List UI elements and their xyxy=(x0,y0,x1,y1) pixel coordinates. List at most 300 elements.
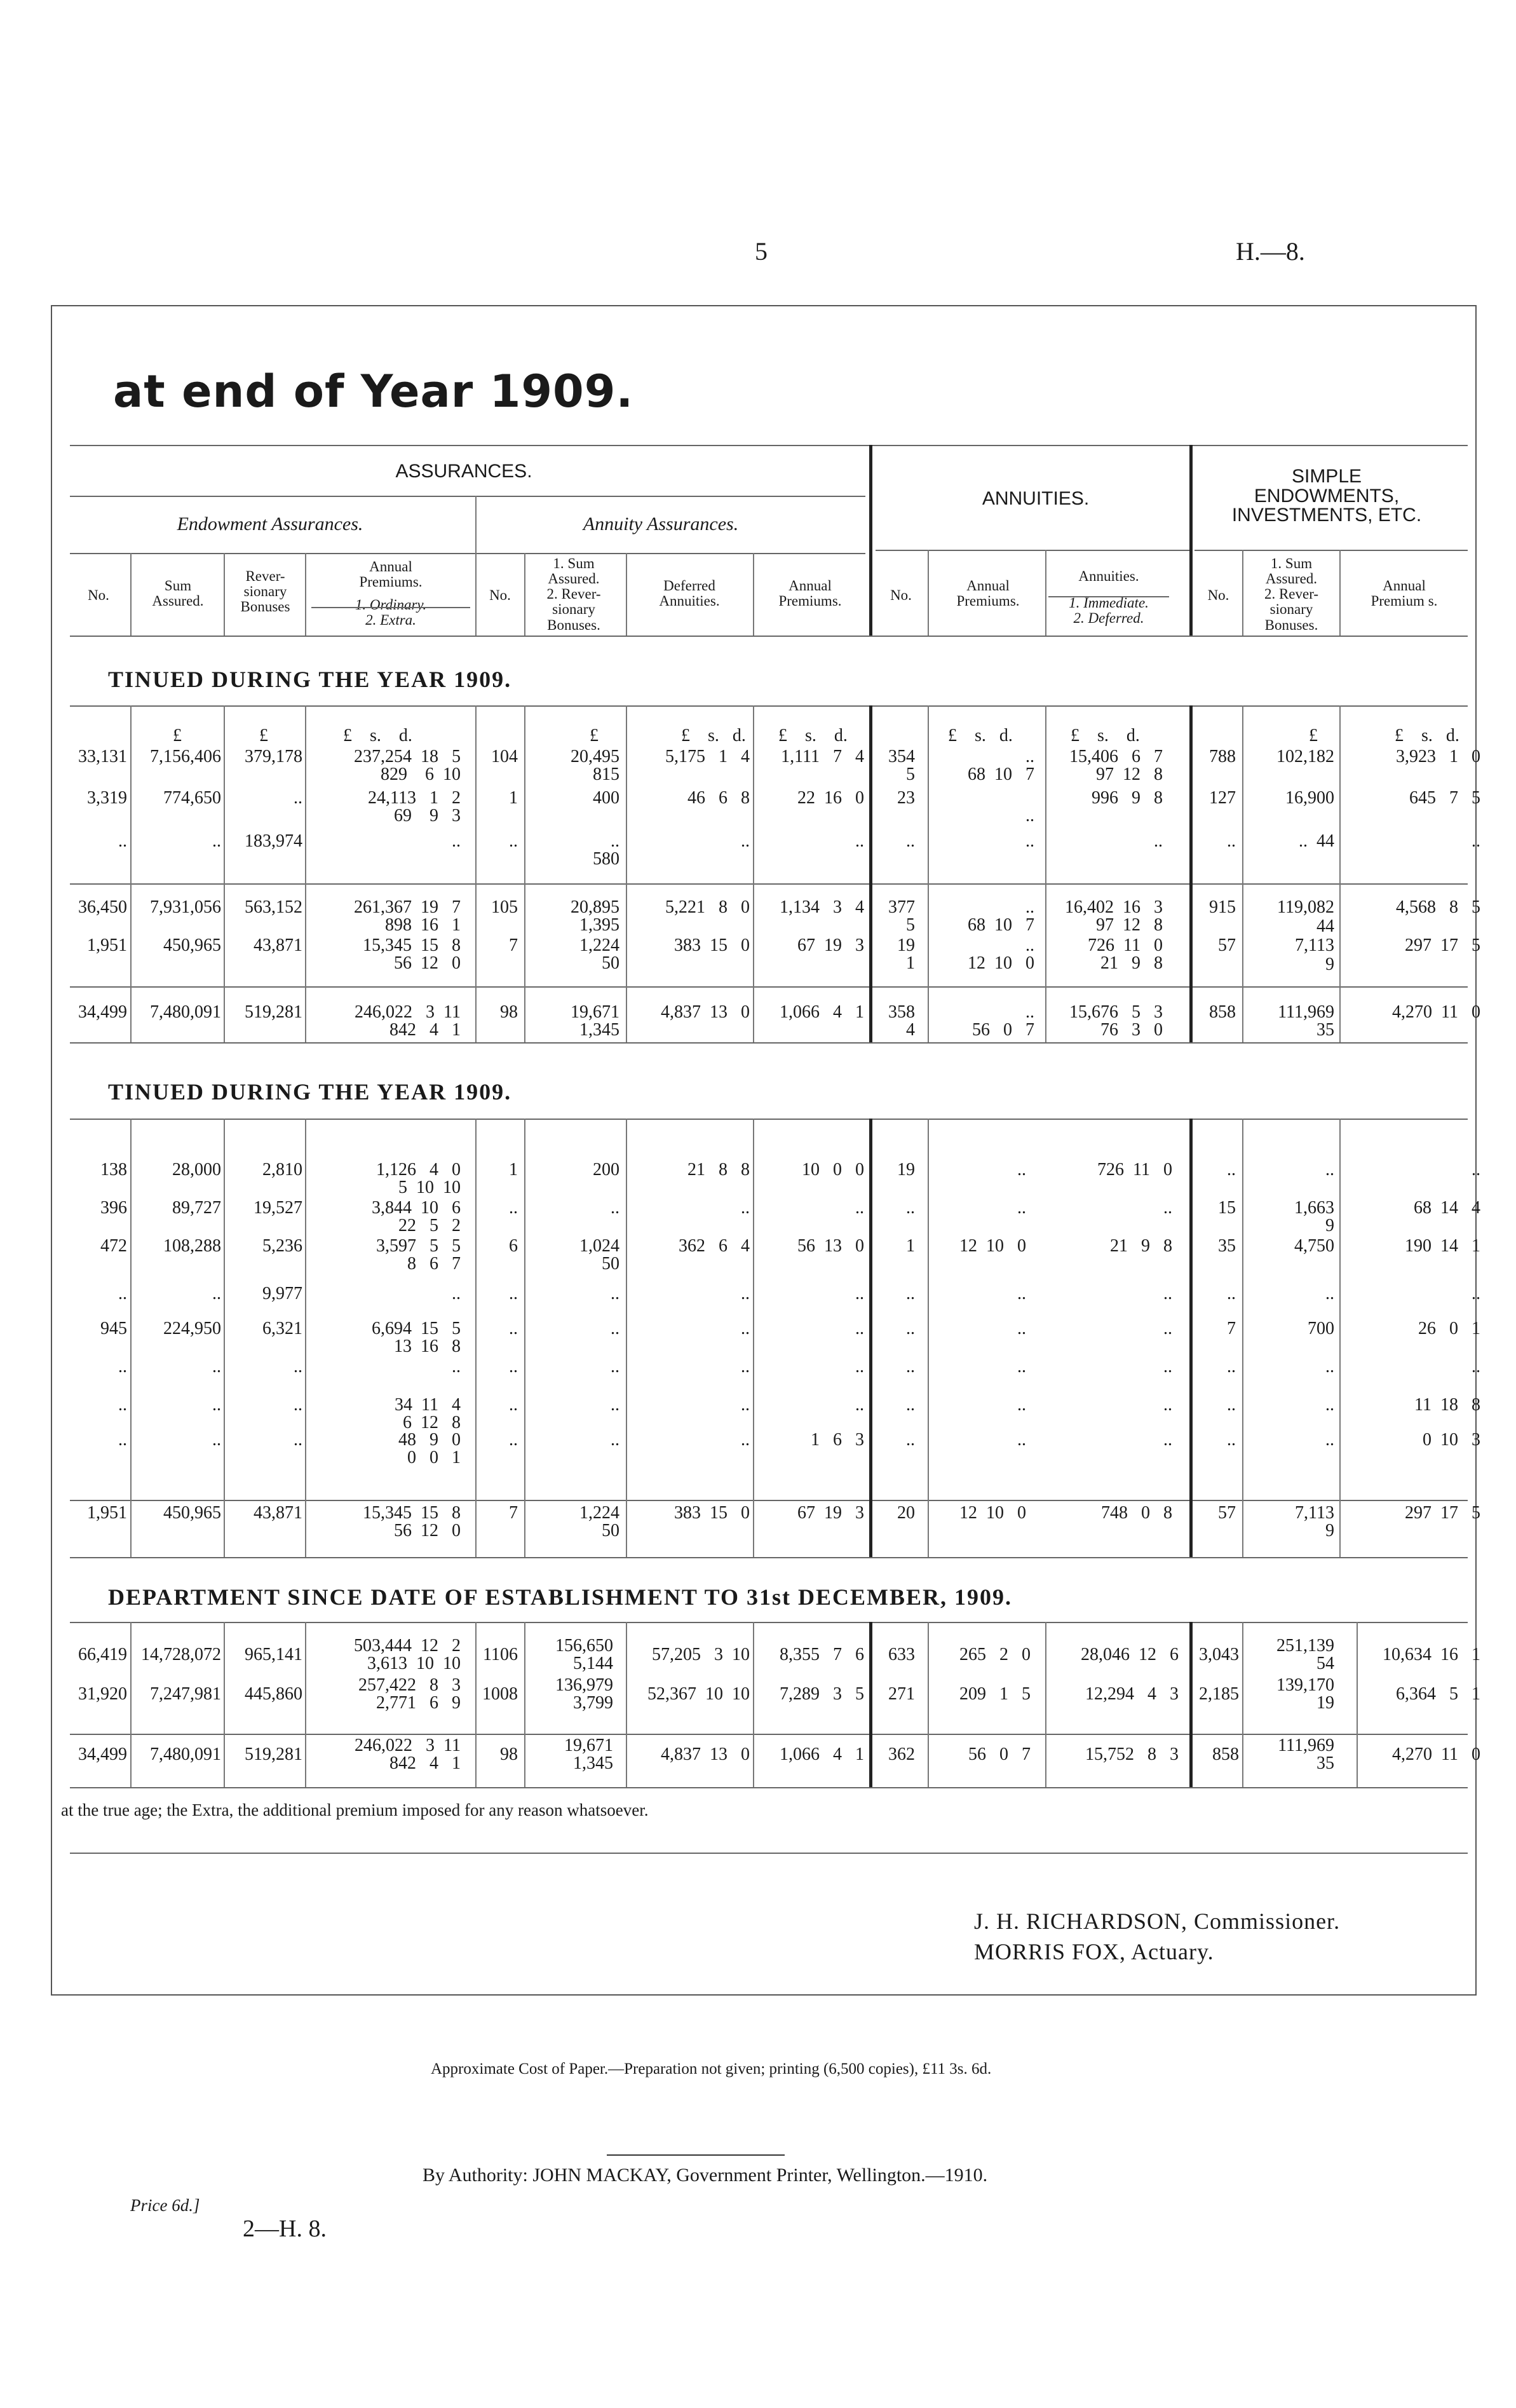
table-cell: 21 9 8 xyxy=(1110,1236,1172,1256)
table-cell: 10,634 16 1 xyxy=(1383,1645,1480,1664)
table-cell: 15,345 15 8 xyxy=(363,935,461,955)
table-cell: 98 xyxy=(500,1745,518,1764)
table-cell: 12,294 4 3 xyxy=(1085,1684,1179,1704)
table-cell: 67 19 3 xyxy=(797,935,864,955)
table-cell: 271 xyxy=(888,1684,915,1704)
table-cell: 1,066 4 1 xyxy=(780,1002,864,1022)
table-cell: .. xyxy=(1163,1319,1172,1338)
table-cell: 35 xyxy=(1316,1020,1334,1040)
table-cell: .. xyxy=(1325,1430,1334,1450)
col-divider xyxy=(1242,705,1243,1042)
table-cell: 1,111 7 4 xyxy=(781,747,864,766)
table-cell: 8 6 7 xyxy=(407,1254,461,1274)
table-cell: 3,613 10 10 xyxy=(367,1654,461,1673)
table-cell: .. xyxy=(212,831,221,851)
table-cell: 3,923 1 0 xyxy=(1396,747,1480,766)
table-cell: 503,444 12 2 xyxy=(354,1636,461,1656)
table-cell: .. xyxy=(1163,1430,1172,1450)
group-annuities: ANNUITIES. xyxy=(982,488,1090,509)
col-annual-premiums-ordinary xyxy=(311,559,470,629)
table-cell: 1008 xyxy=(482,1684,518,1704)
table-cell: 1,126 4 0 xyxy=(376,1160,461,1180)
col-text: Bonuses. xyxy=(547,616,600,633)
table-cell: 56 13 0 xyxy=(797,1236,864,1256)
table-cell: 4,837 13 0 xyxy=(661,1745,750,1764)
table-cell: 15 xyxy=(1218,1198,1236,1218)
table-cell: 8,355 7 6 xyxy=(780,1645,864,1664)
col-divider xyxy=(928,1622,929,1787)
table-cell: 4,568 8 5 xyxy=(1396,897,1480,917)
table-cell: 22 5 2 xyxy=(398,1216,461,1235)
table-cell: .. xyxy=(741,1198,750,1218)
table-cell: .. xyxy=(1025,831,1034,851)
table-cell: 97 12 8 xyxy=(1096,765,1163,784)
table-cell: .. xyxy=(509,831,518,851)
table-cell: 379,178 xyxy=(245,747,302,766)
table-cell: 15,406 6 7 xyxy=(1069,747,1163,766)
table-cell: 257,422 8 3 xyxy=(358,1675,461,1695)
table-cell: 209 1 5 xyxy=(959,1684,1031,1704)
currency-cell: £ s. d. xyxy=(948,726,1013,745)
col-divider xyxy=(928,705,929,1042)
table-cell: 104 xyxy=(491,747,518,766)
col-sum-rev-simple xyxy=(1245,556,1337,633)
col-divider xyxy=(928,1119,929,1557)
table-cell: 4,270 11 0 xyxy=(1392,1002,1480,1022)
table-cell: 1 6 3 xyxy=(811,1430,864,1450)
table-cell: 10 0 0 xyxy=(802,1160,864,1180)
col-divider xyxy=(524,1622,525,1787)
table-cell: 645 7 5 xyxy=(1409,788,1480,808)
table-cell: 15,676 5 3 xyxy=(1069,1002,1163,1022)
col-no-annuities: No. xyxy=(890,587,912,603)
rule xyxy=(70,1042,1468,1044)
table-cell: 362 xyxy=(888,1745,915,1764)
table-cell: .. xyxy=(294,1430,302,1450)
col-divider-bold xyxy=(869,1622,872,1787)
currency-cell: £ xyxy=(173,726,182,745)
table-cell: 35 xyxy=(1218,1236,1236,1256)
table-cell: 1106 xyxy=(483,1645,518,1664)
table-cell: 43,871 xyxy=(254,935,302,955)
col-simple-premiums xyxy=(1347,578,1461,609)
table-cell: .. xyxy=(611,1284,619,1303)
col-text: 2. Rever- xyxy=(1264,586,1319,602)
table-cell: 358 xyxy=(888,1002,915,1022)
table-cell: .. xyxy=(1025,806,1034,826)
col-text: sionary xyxy=(1269,601,1313,618)
rule xyxy=(70,1622,1468,1623)
table-cell: 7,113 xyxy=(1295,935,1334,955)
col-text: Bonuses. xyxy=(1264,616,1318,633)
table-cell: 12 10 0 xyxy=(959,1236,1026,1256)
table-cell: .. xyxy=(1017,1357,1026,1377)
col-text: 1. Immediate. xyxy=(1069,595,1149,611)
table-cell: 34,499 xyxy=(78,1002,127,1022)
table-cell: .. xyxy=(855,1357,864,1377)
printer-authority: By Authority: JOHN MACKAY, Government Printer, Wellington.—1910. xyxy=(423,2165,988,2186)
table-cell: 4 xyxy=(906,1020,915,1040)
table-cell: 7,480,091 xyxy=(150,1745,221,1764)
table-cell: .. xyxy=(906,1319,915,1338)
table-cell: 354 xyxy=(888,747,915,766)
col-divider xyxy=(475,1119,477,1557)
table-cell: .. xyxy=(1163,1357,1172,1377)
table-cell: 472 xyxy=(100,1236,127,1256)
table-cell: 20,495 xyxy=(571,747,619,766)
table-cell: 89,727 xyxy=(172,1198,221,1218)
table-cell: 68 14 4 xyxy=(1414,1198,1480,1218)
col-no: No. xyxy=(88,587,109,603)
currency-cell: £ s. d. xyxy=(778,726,848,745)
table-cell: 66,419 xyxy=(78,1645,127,1664)
table-cell: 829 6 10 xyxy=(381,765,461,784)
table-cell: 57 xyxy=(1218,1503,1236,1523)
table-cell: .. xyxy=(1025,935,1034,955)
table-cell: .. xyxy=(906,1395,915,1415)
table-cell: 7 xyxy=(1227,1319,1236,1338)
table-cell: 237,254 18 5 xyxy=(354,747,461,766)
authority-rule xyxy=(607,2154,785,2156)
currency-cell: £ xyxy=(590,726,599,745)
table-cell: 915 xyxy=(1209,897,1236,917)
col-deferred-annuities xyxy=(629,578,750,609)
table-cell: 700 xyxy=(1308,1319,1334,1338)
table-cell: 108,288 xyxy=(163,1236,221,1256)
col-divider xyxy=(475,705,477,1042)
table-cell: 858 xyxy=(1212,1745,1239,1764)
table-cell: 450,965 xyxy=(163,1503,221,1523)
table-cell: .. xyxy=(741,1357,750,1377)
table-cell: 19,527 xyxy=(254,1198,302,1218)
table-cell: 1,134 3 4 xyxy=(780,897,864,917)
table-cell: 20 xyxy=(897,1503,915,1523)
table-cell: .. xyxy=(452,1284,461,1303)
table-cell: 50 xyxy=(602,1521,619,1541)
table-cell: 2,810 xyxy=(262,1160,302,1180)
table-cell: 377 xyxy=(888,897,915,917)
page-number: 5 xyxy=(755,237,768,266)
table-cell: 2,771 6 9 xyxy=(376,1693,461,1713)
table-cell: 111,969 xyxy=(1278,1736,1334,1755)
table-cell: .. xyxy=(509,1395,518,1415)
group-simple-endowments xyxy=(1193,467,1460,526)
table-cell: 21 9 8 xyxy=(1100,953,1163,973)
col-divider xyxy=(753,705,754,1042)
table-cell: 138 xyxy=(100,1160,127,1180)
table-cell: 12 10 0 xyxy=(968,953,1034,973)
table-cell: .. xyxy=(611,1319,619,1338)
table-cell: 19,671 xyxy=(564,1736,613,1755)
table-cell: 52,367 10 10 xyxy=(647,1684,750,1704)
table-cell: .. xyxy=(1227,1160,1236,1180)
table-cell: 34 11 4 xyxy=(395,1395,461,1415)
col-text: 1. Sum xyxy=(553,555,595,571)
table-cell: 4,750 xyxy=(1294,1236,1334,1256)
table-cell: 726 11 0 xyxy=(1097,1160,1172,1180)
rule xyxy=(1048,596,1169,597)
table-cell: 251,139 xyxy=(1276,1636,1334,1656)
table-cell: .. xyxy=(212,1284,221,1303)
table-cell: 1,345 xyxy=(573,1753,613,1773)
col-text: Rever- xyxy=(245,568,285,584)
table-cell: 127 xyxy=(1209,788,1236,808)
table-cell: 20,895 xyxy=(571,897,619,917)
table-cell: .. xyxy=(294,1395,302,1415)
table-cell: 6 xyxy=(509,1236,518,1256)
signature-commissioner: J. H. RICHARDSON, Commissioner. xyxy=(974,1908,1341,1934)
table-cell: .. xyxy=(452,831,461,851)
table-cell: .. 44 xyxy=(1299,831,1334,851)
col-divider xyxy=(524,1119,525,1557)
table-cell: 5,144 xyxy=(573,1654,613,1673)
table-cell: 19 xyxy=(897,1160,915,1180)
table-cell: 1 xyxy=(509,788,518,808)
table-cell: 21 8 8 xyxy=(687,1160,750,1180)
col-text: Bonuses xyxy=(240,599,290,615)
table-cell: .. xyxy=(509,1198,518,1218)
rule xyxy=(70,445,1468,446)
table-cell: 519,281 xyxy=(245,1745,302,1764)
table-cell: 996 9 8 xyxy=(1092,788,1163,808)
group-simple-line: INVESTMENTS, ETC. xyxy=(1231,505,1422,526)
col-divider-bold xyxy=(1189,445,1193,636)
col-text: Annual xyxy=(369,559,412,575)
rule xyxy=(1195,550,1468,551)
table-cell: .. xyxy=(1017,1198,1026,1218)
col-text: sionary xyxy=(552,601,595,618)
table-cell: 898 16 1 xyxy=(385,915,461,935)
signature-actuary: MORRIS FOX, Actuary. xyxy=(974,1939,1214,1964)
rule xyxy=(70,705,1468,707)
col-divider xyxy=(224,1119,225,1557)
table-cell: .. xyxy=(1227,831,1236,851)
table-cell: 35 xyxy=(1316,1753,1334,1773)
table-cell: .. xyxy=(212,1357,221,1377)
col-divider xyxy=(524,553,525,636)
table-cell: .. xyxy=(611,1395,619,1415)
table-cell: .. xyxy=(1017,1160,1026,1180)
table-cell: .. xyxy=(1325,1160,1334,1180)
col-annuities xyxy=(1048,569,1169,626)
table-cell: 57,205 3 10 xyxy=(652,1645,750,1664)
table-cell: 97 12 8 xyxy=(1096,915,1163,935)
table-cell: 1 xyxy=(509,1160,518,1180)
table-cell: 9,977 xyxy=(262,1284,302,1303)
col-text: 2. Deferred. xyxy=(1073,610,1144,627)
table-cell: .. xyxy=(1472,831,1480,851)
table-cell: 12 10 0 xyxy=(959,1503,1026,1523)
table-cell: .. xyxy=(741,831,750,851)
currency-cell: £ xyxy=(259,726,268,745)
table-cell: .. xyxy=(741,1284,750,1303)
table-cell: 7,289 3 5 xyxy=(780,1684,864,1704)
section-title-1: TINUED DURING THE YEAR 1909. xyxy=(108,667,512,692)
table-cell: .. xyxy=(1325,1395,1334,1415)
table-cell: .. xyxy=(118,1357,127,1377)
table-cell: .. xyxy=(118,1284,127,1303)
table-cell: 5 xyxy=(906,915,915,935)
rule xyxy=(70,986,1468,988)
table-cell: .. xyxy=(509,1430,518,1450)
approximate-cost: Approximate Cost of Paper.—Preparation not given; printing (6,500 copies), £11 3s. 6d. xyxy=(431,2060,992,2078)
signature-mark: 2—H. 8. xyxy=(243,2215,327,2242)
table-cell: .. xyxy=(741,1430,750,1450)
col-divider xyxy=(475,496,477,636)
table-cell: 3,799 xyxy=(573,1693,613,1713)
table-cell: 33,131 xyxy=(78,747,127,766)
table-cell: .. xyxy=(855,1284,864,1303)
rule xyxy=(70,1557,1468,1558)
table-cell: 34,499 xyxy=(78,1745,127,1764)
table-cell: 69 9 3 xyxy=(394,806,461,826)
table-cell: 4,837 13 0 xyxy=(661,1002,750,1022)
col-text: 2. Extra. xyxy=(365,612,416,629)
table-cell: .. xyxy=(509,1357,518,1377)
currency-cell: £ s. d. xyxy=(343,726,412,745)
table-cell: 36,450 xyxy=(78,897,127,917)
col-divider xyxy=(1242,1119,1243,1557)
table-cell: .. xyxy=(1227,1284,1236,1303)
subgroup-endowment-assurances: Endowment Assurances. xyxy=(177,514,363,534)
table-cell: .. xyxy=(1227,1430,1236,1450)
col-text: Annuities. xyxy=(1078,568,1139,584)
page-title: at end of Year 1909. xyxy=(113,365,634,418)
col-divider xyxy=(753,553,754,636)
table-cell: 1,024 xyxy=(579,1236,619,1256)
col-annual-premiums xyxy=(756,578,864,609)
table-cell: .. xyxy=(611,1198,619,1218)
col-divider xyxy=(626,1622,627,1787)
table-cell: 400 xyxy=(593,788,619,808)
table-cell: 43,871 xyxy=(254,1503,302,1523)
table-cell: 44 xyxy=(1316,916,1334,936)
table-cell: 7,113 xyxy=(1295,1503,1334,1523)
table-cell: 842 4 1 xyxy=(389,1753,461,1773)
table-cell: .. xyxy=(1472,1284,1480,1303)
table-cell: 98 xyxy=(500,1002,518,1022)
table-cell: 136,979 xyxy=(555,1675,613,1695)
table-cell: 111,969 xyxy=(1278,1002,1334,1022)
table-cell: 15,345 15 8 xyxy=(363,1503,461,1523)
col-divider xyxy=(753,1622,754,1787)
col-text: Sum xyxy=(164,578,192,594)
col-divider xyxy=(130,705,132,1042)
table-cell: 748 0 8 xyxy=(1101,1503,1172,1523)
table-cell: 13 16 8 xyxy=(394,1337,461,1356)
col-divider xyxy=(224,1622,225,1787)
table-cell: 28,000 xyxy=(172,1160,221,1180)
col-text: Annual xyxy=(788,578,832,594)
col-sum-assured xyxy=(133,578,222,609)
table-cell: 15,752 8 3 xyxy=(1085,1745,1179,1764)
currency-cell: £ s. d. xyxy=(1071,726,1140,745)
col-text: Assured. xyxy=(548,571,600,587)
table-cell: 68 10 7 xyxy=(968,915,1034,935)
currency-cell: £ s. d. xyxy=(681,726,746,745)
rule xyxy=(70,553,865,554)
rule xyxy=(70,1119,1468,1120)
table-cell: 16,402 16 3 xyxy=(1065,897,1163,917)
table-cell: 7 xyxy=(509,1503,518,1523)
table-cell: .. xyxy=(855,1395,864,1415)
table-cell: 5 10 10 xyxy=(398,1178,461,1197)
table-cell: 56 0 7 xyxy=(968,1745,1031,1764)
col-divider xyxy=(928,550,929,636)
rule xyxy=(70,496,865,497)
col-divider xyxy=(524,705,525,1042)
table-cell: .. xyxy=(1017,1319,1026,1338)
rule xyxy=(70,1734,1468,1735)
table-cell: .. xyxy=(855,1198,864,1218)
col-divider xyxy=(475,1622,477,1787)
table-cell: 297 17 5 xyxy=(1405,935,1480,955)
table-cell: .. xyxy=(118,1430,127,1450)
col-divider-bold xyxy=(869,445,872,636)
rule xyxy=(70,883,1468,885)
table-cell: 14,728,072 xyxy=(141,1645,221,1664)
col-divider xyxy=(305,1622,306,1787)
col-divider xyxy=(626,553,627,636)
col-divider xyxy=(1339,1119,1341,1557)
table-cell: 1 xyxy=(906,953,915,973)
table-cell: .. xyxy=(906,1357,915,1377)
table-cell: 362 6 4 xyxy=(679,1236,750,1256)
table-cell: 445,860 xyxy=(245,1684,302,1704)
table-cell: 50 xyxy=(602,953,619,973)
rule xyxy=(311,607,470,608)
table-cell: 11 18 8 xyxy=(1414,1395,1480,1415)
table-cell: .. xyxy=(509,1319,518,1338)
table-cell: 23 xyxy=(897,788,915,808)
table-cell: 6 12 8 xyxy=(403,1413,461,1432)
table-cell: .. xyxy=(118,831,127,851)
table-cell: 9 xyxy=(1325,1216,1334,1235)
table-cell: 31,920 xyxy=(78,1684,127,1704)
col-text: Assured. xyxy=(152,593,204,609)
table-cell: 224,950 xyxy=(163,1319,221,1338)
table-cell: .. xyxy=(1227,1395,1236,1415)
table-cell: 1 xyxy=(906,1236,915,1256)
rule xyxy=(70,1500,1468,1501)
table-cell: 246,022 3 11 xyxy=(355,1002,461,1022)
table-cell: 183,974 xyxy=(245,831,302,851)
col-sum-rev-annuity xyxy=(526,556,621,633)
table-cell: .. xyxy=(906,1284,915,1303)
table-cell: 7,931,056 xyxy=(150,897,221,917)
col-no-simple: No. xyxy=(1207,587,1229,603)
table-cell: 4,270 11 0 xyxy=(1392,1745,1480,1764)
table-cell: 119,082 xyxy=(1277,897,1334,917)
table-cell: .. xyxy=(212,1430,221,1450)
document-reference: H.—8. xyxy=(1236,237,1305,266)
col-divider xyxy=(305,705,306,1042)
table-cell: .. xyxy=(294,1357,302,1377)
col-divider xyxy=(224,705,225,1042)
table-cell: 7 xyxy=(509,935,518,955)
table-cell: .. xyxy=(294,788,302,808)
table-cell: 945 xyxy=(100,1319,127,1338)
table-cell: 297 17 5 xyxy=(1405,1503,1480,1523)
col-text: Premium s. xyxy=(1370,593,1438,609)
table-cell: .. xyxy=(1025,897,1034,917)
table-cell: .. xyxy=(611,1357,619,1377)
subgroup-annuity-assurances: Annuity Assurances. xyxy=(583,514,739,534)
col-divider xyxy=(1357,1622,1358,1787)
table-cell: .. xyxy=(855,1319,864,1338)
table-cell: 788 xyxy=(1209,747,1236,766)
table-cell: 46 6 8 xyxy=(687,788,750,808)
